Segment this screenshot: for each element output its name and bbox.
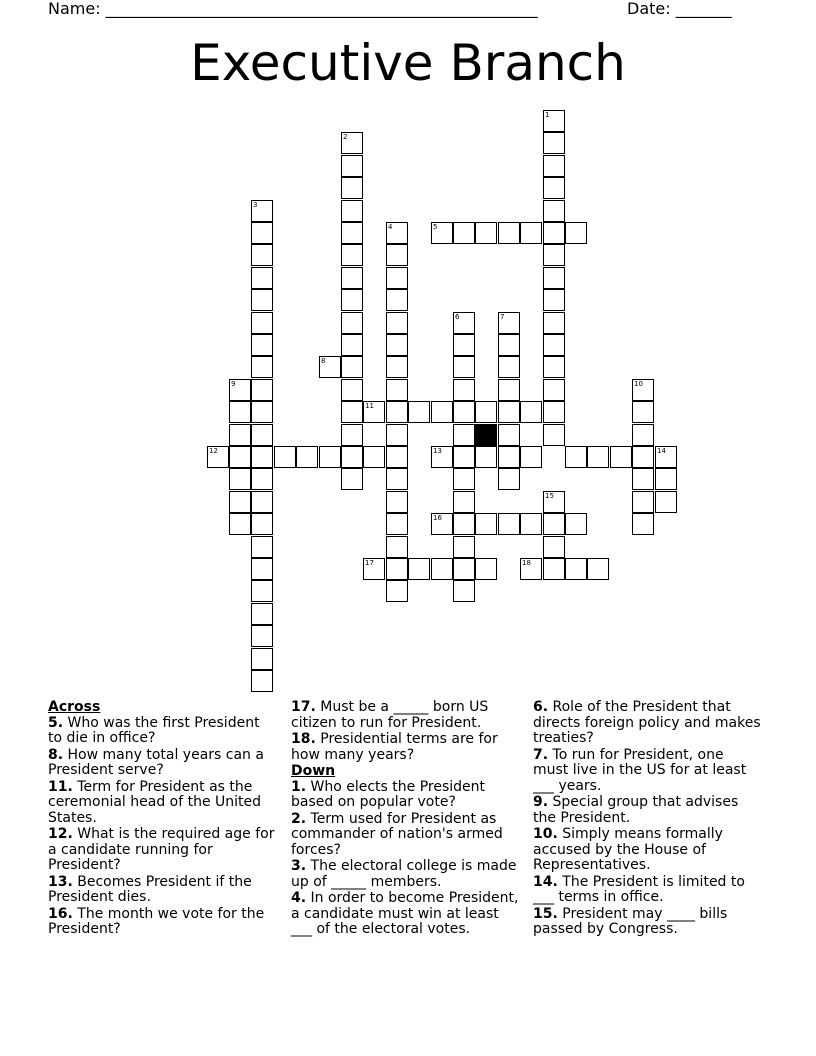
grid-cell[interactable] xyxy=(498,446,520,468)
name-field-label: Name: ______________________________________________________ xyxy=(48,0,538,18)
grid-cell[interactable] xyxy=(341,356,363,378)
grid-cell[interactable] xyxy=(520,401,542,423)
grid-cell[interactable] xyxy=(386,401,408,423)
grid-cell[interactable] xyxy=(251,603,273,625)
grid-cell[interactable] xyxy=(543,312,565,334)
clue-number: 5. xyxy=(48,714,64,731)
date-field-label: Date: _______ xyxy=(627,0,732,18)
grid-cell[interactable] xyxy=(453,513,475,535)
clue-text: Special group that advises the President. xyxy=(533,794,739,826)
clue-column-2 xyxy=(291,700,521,939)
grid-cell[interactable] xyxy=(251,491,273,513)
grid-cell[interactable] xyxy=(229,401,251,423)
down-heading: Down xyxy=(291,763,336,779)
across-clue xyxy=(48,907,278,938)
clue-number: 9. xyxy=(533,794,549,810)
down-clue xyxy=(533,875,763,906)
grid-cell[interactable] xyxy=(520,558,542,580)
grid-cell[interactable] xyxy=(520,222,542,244)
clue-text: Who elects the President based on popular vote? xyxy=(291,778,486,810)
grid-cell[interactable] xyxy=(587,558,609,580)
grid-cell[interactable] xyxy=(520,513,542,535)
cell-number: 10 xyxy=(634,380,643,388)
grid-cell[interactable] xyxy=(475,401,497,423)
grid-cell[interactable] xyxy=(453,379,475,401)
grid-cell[interactable] xyxy=(251,468,273,490)
grid-cell[interactable] xyxy=(251,289,273,311)
clue-number: 18. xyxy=(291,731,316,747)
grid-cell[interactable] xyxy=(341,177,363,199)
grid-cell[interactable] xyxy=(386,468,408,490)
cell-number: 3 xyxy=(253,201,258,209)
cell-number: 1 xyxy=(545,111,550,119)
grid-cell[interactable] xyxy=(363,558,385,580)
down-clue xyxy=(291,812,521,859)
clue-number: 8. xyxy=(48,746,64,763)
grid-cell[interactable] xyxy=(632,513,654,535)
cell-number: 5 xyxy=(433,223,438,231)
grid-cell[interactable] xyxy=(229,491,251,513)
grid-cell[interactable] xyxy=(543,536,565,558)
grid-cell[interactable] xyxy=(632,468,654,490)
clue-column-1 xyxy=(48,700,278,939)
clue-number: 10. xyxy=(533,826,558,842)
grid-cell[interactable] xyxy=(251,379,273,401)
grid-cell[interactable] xyxy=(431,222,453,244)
grid-cell[interactable] xyxy=(363,401,385,423)
grid-cell[interactable] xyxy=(386,312,408,334)
clue-text: Presidential terms are for how many years? xyxy=(291,731,498,763)
across-heading: Across xyxy=(48,699,101,715)
grid-cell[interactable] xyxy=(386,244,408,266)
clue-text: Must be a _____ born US citizen to run for President. xyxy=(291,699,489,731)
grid-cell[interactable] xyxy=(453,356,475,378)
grid-cell[interactable] xyxy=(453,401,475,423)
grid-cell[interactable] xyxy=(207,446,229,468)
cell-number: 9 xyxy=(231,380,236,388)
cell-number: 13 xyxy=(433,447,442,455)
grid-cell[interactable] xyxy=(543,334,565,356)
black-square xyxy=(475,424,497,446)
grid-cell[interactable] xyxy=(453,222,475,244)
grid-cell[interactable] xyxy=(341,267,363,289)
grid-cell[interactable] xyxy=(251,267,273,289)
grid-cell[interactable] xyxy=(341,222,363,244)
grid-cell[interactable] xyxy=(655,491,677,513)
grid-cell[interactable] xyxy=(632,379,654,401)
grid-cell[interactable] xyxy=(431,401,453,423)
cell-number: 11 xyxy=(365,402,374,410)
grid-cell[interactable] xyxy=(453,468,475,490)
grid-cell[interactable] xyxy=(498,401,520,423)
grid-cell[interactable] xyxy=(431,446,453,468)
grid-cell[interactable] xyxy=(543,177,565,199)
grid-cell[interactable] xyxy=(251,648,273,670)
grid-cell[interactable] xyxy=(408,558,430,580)
grid-cell[interactable] xyxy=(565,513,587,535)
across-clue xyxy=(48,716,278,747)
grid-cell[interactable] xyxy=(475,513,497,535)
cell-number: 12 xyxy=(209,447,218,455)
grid-cell[interactable] xyxy=(251,580,273,602)
clue-text: To run for President, one must live in the US for at least ___ years. xyxy=(533,746,747,794)
grid-cell[interactable] xyxy=(565,222,587,244)
clue-number: 4. xyxy=(291,890,307,906)
grid-cell[interactable] xyxy=(319,356,341,378)
grid-cell[interactable] xyxy=(386,222,408,244)
grid-cell[interactable] xyxy=(251,312,273,334)
grid-cell[interactable] xyxy=(274,446,296,468)
down-clue xyxy=(291,891,521,938)
grid-cell[interactable] xyxy=(341,155,363,177)
grid-cell[interactable] xyxy=(565,446,587,468)
clue-number: 11. xyxy=(48,778,73,795)
grid-cell[interactable] xyxy=(632,446,654,468)
cell-number: 2 xyxy=(343,133,348,141)
grid-cell[interactable] xyxy=(632,401,654,423)
page-title: Executive Branch xyxy=(190,34,626,92)
cell-number: 14 xyxy=(657,447,666,455)
grid-cell[interactable] xyxy=(229,468,251,490)
grid-cell[interactable] xyxy=(543,356,565,378)
clue-number: 7. xyxy=(533,746,549,763)
grid-cell[interactable] xyxy=(498,356,520,378)
grid-cell[interactable] xyxy=(543,222,565,244)
grid-cell[interactable] xyxy=(453,424,475,446)
grid-cell[interactable] xyxy=(655,468,677,490)
down-clue xyxy=(291,780,521,811)
grid-cell[interactable] xyxy=(543,424,565,446)
grid-cell[interactable] xyxy=(453,312,475,334)
grid-cell[interactable] xyxy=(498,334,520,356)
grid-cell[interactable] xyxy=(251,424,273,446)
grid-cell[interactable] xyxy=(543,155,565,177)
grid-cell[interactable] xyxy=(498,312,520,334)
down-clue xyxy=(533,748,763,795)
clue-text: Term for President as the ceremonial head of the United States. xyxy=(48,778,262,826)
grid-cell[interactable] xyxy=(251,200,273,222)
grid-cell[interactable] xyxy=(341,334,363,356)
clue-text: Term used for President as commander of nation's armed forces? xyxy=(291,810,503,858)
grid-cell[interactable] xyxy=(543,513,565,535)
grid-cell[interactable] xyxy=(543,558,565,580)
clue-number: 12. xyxy=(48,826,73,842)
grid-cell[interactable] xyxy=(296,446,318,468)
grid-cell[interactable] xyxy=(543,244,565,266)
clue-number: 13. xyxy=(48,873,73,890)
grid-cell[interactable] xyxy=(251,536,273,558)
cell-number: 17 xyxy=(365,559,374,567)
cell-number: 4 xyxy=(388,223,393,231)
grid-cell[interactable] xyxy=(386,289,408,311)
grid-cell[interactable] xyxy=(587,446,609,468)
grid-cell[interactable] xyxy=(386,513,408,535)
down-clue xyxy=(291,859,521,890)
grid-cell[interactable] xyxy=(543,110,565,132)
clue-number: 6. xyxy=(533,699,549,715)
grid-cell[interactable] xyxy=(453,446,475,468)
cell-number: 6 xyxy=(455,313,460,321)
grid-cell[interactable] xyxy=(498,424,520,446)
clue-number: 3. xyxy=(291,858,307,874)
grid-cell[interactable] xyxy=(251,670,273,692)
grid-cell[interactable] xyxy=(543,267,565,289)
clue-text: The electoral college is made up of _____ members. xyxy=(291,858,517,890)
grid-cell[interactable] xyxy=(341,446,363,468)
grid-cell[interactable] xyxy=(386,580,408,602)
grid-cell[interactable] xyxy=(543,200,565,222)
clue-number: 14. xyxy=(533,873,558,890)
grid-cell[interactable] xyxy=(251,513,273,535)
grid-cell[interactable] xyxy=(453,536,475,558)
grid-cell[interactable] xyxy=(386,379,408,401)
clue-number: 17. xyxy=(291,699,316,715)
grid-cell[interactable] xyxy=(251,446,273,468)
grid-cell[interactable] xyxy=(341,424,363,446)
grid-cell[interactable] xyxy=(655,446,677,468)
clue-text: Simply means formally accused by the House of Representatives. xyxy=(533,826,723,873)
cell-number: 8 xyxy=(321,357,326,365)
grid-cell[interactable] xyxy=(386,334,408,356)
grid-cell[interactable] xyxy=(632,424,654,446)
grid-cell[interactable] xyxy=(319,446,341,468)
grid-cell[interactable] xyxy=(408,401,430,423)
grid-cell[interactable] xyxy=(251,401,273,423)
grid-cell[interactable] xyxy=(431,558,453,580)
grid-cell[interactable] xyxy=(453,334,475,356)
grid-cell[interactable] xyxy=(341,312,363,334)
grid-cell[interactable] xyxy=(229,424,251,446)
grid-cell[interactable] xyxy=(543,379,565,401)
down-clue xyxy=(533,907,763,938)
grid-cell[interactable] xyxy=(543,132,565,154)
down-clue xyxy=(533,795,763,826)
grid-cell[interactable] xyxy=(498,468,520,490)
grid-cell[interactable] xyxy=(341,244,363,266)
grid-cell[interactable] xyxy=(251,625,273,647)
grid-cell[interactable] xyxy=(251,558,273,580)
cell-number: 18 xyxy=(522,559,531,567)
clue-text: Who was the first President to die in office? xyxy=(48,714,260,746)
grid-cell[interactable] xyxy=(610,446,632,468)
grid-cell[interactable] xyxy=(475,446,497,468)
grid-cell[interactable] xyxy=(453,580,475,602)
across-clue xyxy=(48,875,278,906)
grid-cell[interactable] xyxy=(386,491,408,513)
clue-text: Role of the President that directs foreign policy and makes treaties? xyxy=(533,699,761,746)
grid-cell[interactable] xyxy=(229,446,251,468)
grid-cell[interactable] xyxy=(498,222,520,244)
grid-cell[interactable] xyxy=(386,356,408,378)
grid-cell[interactable] xyxy=(386,446,408,468)
cell-number: 7 xyxy=(500,313,505,321)
clue-number: 1. xyxy=(291,778,307,795)
clue-text: The President is limited to ___ terms in office. xyxy=(533,873,745,905)
cell-number: 15 xyxy=(545,492,554,500)
grid-cell[interactable] xyxy=(498,513,520,535)
grid-cell[interactable] xyxy=(341,289,363,311)
grid-cell[interactable] xyxy=(543,401,565,423)
grid-cell[interactable] xyxy=(251,222,273,244)
clue-number: 2. xyxy=(291,810,307,827)
across-clue xyxy=(291,700,521,731)
grid-cell[interactable] xyxy=(386,558,408,580)
across-clue xyxy=(48,780,278,827)
grid-cell[interactable] xyxy=(341,132,363,154)
across-clue xyxy=(48,748,278,779)
grid-cell[interactable] xyxy=(475,222,497,244)
clue-text: The month we vote for the President? xyxy=(48,905,265,937)
across-clue xyxy=(291,732,521,763)
grid-cell[interactable] xyxy=(229,379,251,401)
grid-cell[interactable] xyxy=(543,289,565,311)
clue-column-3 xyxy=(533,700,763,939)
down-clue xyxy=(533,827,763,874)
clue-number: 16. xyxy=(48,905,73,922)
clue-text: President may ____ bills passed by Congress. xyxy=(533,905,728,937)
clue-text: What is the required age for a candidate running for President? xyxy=(48,826,275,873)
grid-cell[interactable] xyxy=(632,491,654,513)
grid-cell[interactable] xyxy=(386,267,408,289)
grid-cell[interactable] xyxy=(453,558,475,580)
grid-cell[interactable] xyxy=(341,200,363,222)
across-clue xyxy=(48,827,278,874)
grid-cell[interactable] xyxy=(251,334,273,356)
grid-cell[interactable] xyxy=(543,491,565,513)
grid-cell[interactable] xyxy=(386,536,408,558)
grid-cell[interactable] xyxy=(565,558,587,580)
grid-cell[interactable] xyxy=(251,244,273,266)
grid-cell[interactable] xyxy=(498,379,520,401)
grid-cell[interactable] xyxy=(520,446,542,468)
grid-cell[interactable] xyxy=(363,446,385,468)
grid-cell[interactable] xyxy=(251,356,273,378)
grid-cell[interactable] xyxy=(341,379,363,401)
grid-cell[interactable] xyxy=(386,424,408,446)
grid-cell[interactable] xyxy=(341,468,363,490)
grid-cell[interactable] xyxy=(229,513,251,535)
clue-number: 15. xyxy=(533,905,558,922)
cell-number: 16 xyxy=(433,514,442,522)
grid-cell[interactable] xyxy=(431,513,453,535)
grid-cell[interactable] xyxy=(475,558,497,580)
clue-text: Becomes President if the President dies. xyxy=(48,873,252,905)
grid-cell[interactable] xyxy=(341,401,363,423)
grid-cell[interactable] xyxy=(453,491,475,513)
clue-text: In order to become President, a candidate must win at least ___ of the electoral votes. xyxy=(291,890,519,937)
down-clue xyxy=(533,700,763,747)
clue-text: How many total years can a President serve? xyxy=(48,746,264,778)
